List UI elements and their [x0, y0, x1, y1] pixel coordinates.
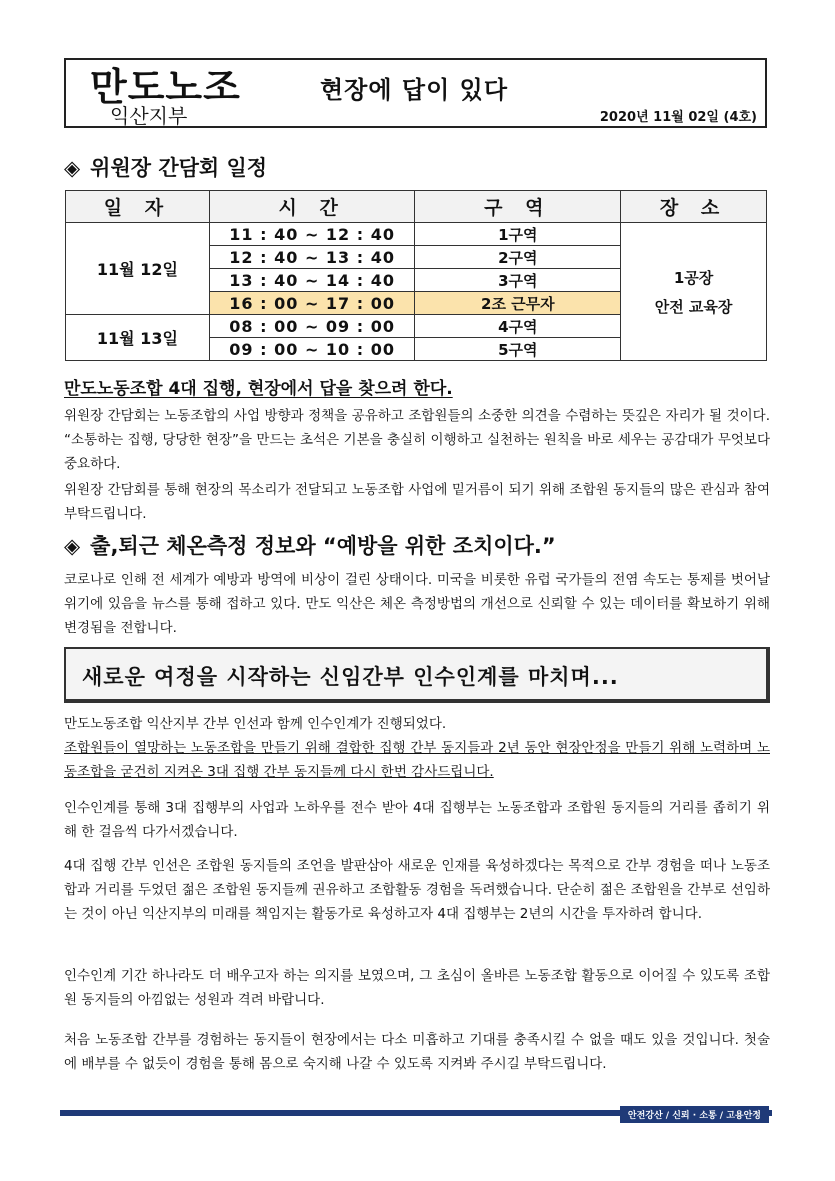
header-date: 일 자	[66, 191, 210, 223]
section3-banner	[64, 647, 770, 703]
table-header-row	[66, 191, 767, 223]
time-cell: 13 : 40 ~ 14 : 40	[209, 269, 415, 292]
time-cell: 08 : 00 ~ 09 : 00	[209, 315, 415, 338]
schedule-table	[65, 190, 767, 361]
zone-cell: 3구역	[415, 269, 621, 292]
branch-name: 익산지부	[110, 104, 188, 128]
zone-cell: 2구역	[415, 246, 621, 269]
zone-cell: 2조 근무자	[415, 292, 621, 315]
header-zone: 구 역	[415, 191, 621, 223]
section1-paragraph-1: 위원장 간담회는 노동조합의 사업 방향과 정책을 공유하고 조합원들의 소중한 의견을 수렴하는 뜻깊은 자리가 될 것이다. “소통하는 집행, 당당한 현장”을 만드는 초석은 기본을 충실히 이행하고 실천하는 원칙을 바로 세우는 공감대가 무엇보다 중요하다.	[64, 408, 770, 472]
section2-title	[64, 530, 556, 560]
date-cell-2: 11월 13일	[66, 315, 210, 361]
section3-paragraph-4: 4대 집행 간부 인선은 조합원 동지들의 조언을 발판삼아 새로운 인재를 육성하겠다는 목적으로 간부 경험을 떠나 노동조합과 거리를 두었던 젊은 조합원 동지들께 권유하고 조합활동 경험을 독려했습니다. 단순히 젊은 조합원을 간부로 선임하는 것이 아닌 익산지부의 미래를 책임지는 활동가로 육성하고자 4대 집행부는 2년의 시간을 투자하려 합니다.	[64, 858, 770, 922]
diamond-bullet-icon: ◈	[64, 534, 81, 558]
zone-cell: 5구역	[415, 338, 621, 361]
slogan: 현장에 답이 있다	[320, 76, 508, 104]
date-cell-1: 11월 12일	[66, 223, 210, 315]
section3-paragraph-3: 인수인계를 통해 3대 집행부의 사업과 노하우를 전수 받아 4대 집행부는 노동조합과 조합원 동지들의 거리를 좁히기 위해 한 걸음씩 다가서겠습니다.	[64, 800, 770, 840]
place-line-1: 1공장	[673, 268, 714, 287]
time-cell: 09 : 00 ~ 10 : 00	[209, 338, 415, 361]
zone-cell: 1구역	[415, 223, 621, 246]
masthead	[64, 58, 767, 128]
time-cell: 12 : 40 ~ 13 : 40	[209, 246, 415, 269]
section1-headline: 만도노동조합 4대 집행, 현장에서 답을 찾으려 한다.	[64, 379, 453, 399]
place-cell	[621, 223, 767, 361]
zone-cell: 4구역	[415, 315, 621, 338]
section3-banner-text: 새로운 여정을 시작하는 신임간부 인수인계를 마치며...	[82, 665, 619, 689]
header-place: 장 소	[621, 191, 767, 223]
section3-paragraph-2: 조합원들이 열망하는 노동조합을 만들기 위해 결합한 집행 간부 동지들과 2년 동안 현장안정을 만들기 위해 노력하며 노동조합을 굳건히 지켜온 3대 집행 간부 동지들께 다시 한번 감사드립니다.	[64, 740, 770, 780]
union-name: 만도노조	[90, 65, 241, 109]
section2-paragraph: 코로나로 인해 전 세계가 예방과 방역에 비상이 걸린 상태이다. 미국을 비롯한 유럽 국가들의 전염 속도는 통제를 벗어날 위기에 있음을 뉴스를 통해 접하고 있다. 만도 익산은 체온 측정방법의 개선으로 신뢰할 수 있는 데이터를 확보하기 위해 변경됨을 전합니다.	[64, 572, 770, 636]
section2-title-text: 출,퇴근 체온측정 정보와 “예방을 위한 조치이다.”	[90, 534, 556, 558]
diamond-bullet-icon: ◈	[64, 156, 81, 180]
table-row	[66, 223, 767, 246]
time-cell: 16 : 00 ~ 17 : 00	[209, 292, 415, 315]
header-time: 시 간	[209, 191, 415, 223]
footer-tag: 안전강산 / 신뢰 · 소통 / 고용안정	[620, 1106, 769, 1123]
section3-paragraph-6: 처음 노동조합 간부를 경험하는 동지들이 현장에서는 다소 미흡하고 기대를 충족시킬 수 없을 때도 있을 것입니다. 첫술에 배부를 수 없듯이 경험을 통해 몸으로 숙지해 나갈 수 있도록 지켜봐 주시길 부탁드립니다.	[64, 1032, 770, 1072]
time-cell: 11 : 40 ~ 12 : 40	[209, 223, 415, 246]
section1-paragraph-2: 위원장 간담회를 통해 현장의 목소리가 전달되고 노동조합 사업에 밑거름이 되기 위해 조합원 동지들의 많은 관심과 참여 부탁드립니다.	[64, 482, 770, 522]
place-line-2: 안전 교육장	[654, 297, 733, 316]
section3-paragraph-1: 만도노동조합 익산지부 간부 인선과 함께 인수인계가 진행되었다.	[64, 716, 447, 732]
section3-paragraph-5: 인수인계 기간 하나라도 더 배우고자 하는 의지를 보였으며, 그 초심이 올바른 노동조합 활동으로 이어질 수 있도록 조합원 동지들의 아낌없는 성원과 격려 바랍니다.	[64, 968, 770, 1008]
issue-date: 2020년 11월 02일 (4호)	[599, 110, 757, 125]
section1-title	[64, 152, 267, 182]
section1-title-text: 위원장 간담회 일정	[90, 156, 268, 180]
